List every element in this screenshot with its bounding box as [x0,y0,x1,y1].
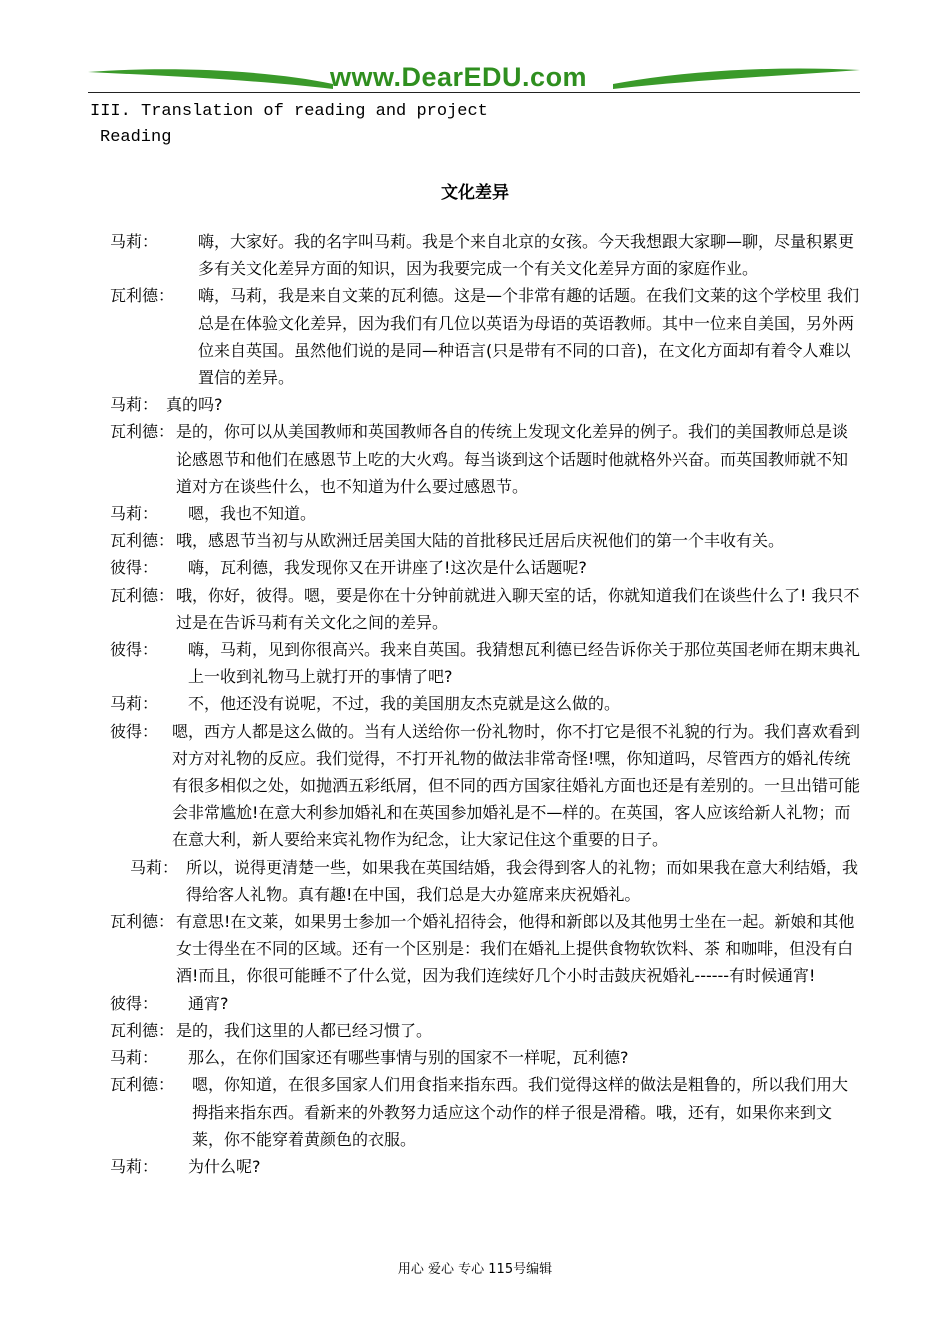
dialogue-turn [110,908,862,990]
dialogue-turn [110,1017,862,1044]
dialogue-turn [110,636,862,690]
speaker: 瓦利德： [110,286,175,306]
utterance: 通宵? [188,993,229,1013]
speaker: 瓦利德： [110,531,175,551]
utterance: 有意思!在文莱，如果男士参加一个婚礼招待会，他得和新郎以及其他男士坐在一起。新娘和其他女士得坐在不同的区域。还有一个区别是：我们在婚礼上提供食物软饮料、茶 和咖啡，但没有白酒!而且，你很可能睡不了什么觉，因为我们连续好几个小时击鼓庆祝婚礼------有时候通宵! [176,912,855,986]
dialogue-turn [110,228,862,282]
speaker: 彼得： [110,640,159,660]
dialogue-turn [110,418,862,500]
speaker: 马莉： [110,504,159,524]
page-footer: 用心 爱心 专心 115号编辑 [397,1262,553,1277]
utterance: 嗨，马莉，我是来自文莱的瓦利德。这是—个非常有趣的话题。在我们文莱的这个学校里 我们总是在体验文化差异，因为我们有几位以英语为母语的英语教师。其中一位来自美国，另外两位来自英国。虽然他们说的是同—种语言(只是带有不同的口音)，在文化方面却有着令人难以置信的差异。 [198,286,860,388]
dialogue-turn [110,1153,862,1180]
speaker: 瓦利德： [110,422,175,442]
utterance: 真的吗? [166,395,223,415]
utterance: 不，他还没有说呢，不过，我的美国朋友杰克就是这么做的。 [188,694,621,714]
utterance: 嗨，瓦利德，我发现你又在开讲座了!这次是什么话题呢? [188,558,587,578]
utterance: 是的，我们这里的人都已经习惯了。 [176,1020,433,1040]
speaker: 瓦利德： [110,1020,175,1040]
speaker: 马莉： [130,857,179,877]
dialogue [110,228,862,1180]
utterance: 所以，说得更清楚一些，如果我在英国结婚，我会得到客人的礼物；而如果我在意大利结婚，我得给客人礼物。真有趣!在中国，我们总是大办筵席来庆祝婚礼。 [186,857,859,904]
speaker: 瓦利德： [110,912,175,932]
dialogue-turn [110,554,862,581]
utterance: 嗯，你知道，在很多国家人们用食指来指东西。我们觉得这样的做法是粗鲁的，所以我们用大拇指来指东西。看新来的外教努力适应这个动作的样子很是滑稽。哦，还有，如果你来到文莱，你不能穿着黄颜色的衣服。 [192,1075,849,1149]
speaker: 彼得： [110,558,159,578]
speaker: 马莉： [110,232,159,251]
utterance: 嗨，马莉，见到你很高兴。我来自英国。我猜想瓦利德已经告诉你关于那位英国老师在期末典礼上一收到礼物马上就打开的事情了吧? [188,640,861,687]
utterance: 嗯，我也不知道。 [188,504,317,524]
utterance: 哦，感恩节当初与从欧洲迁居美国大陆的首批移民迁居后庆祝他们的第一个丰收有关。 [176,531,785,551]
dialogue-turn [110,282,862,391]
dialogue-turn [110,582,862,636]
utterance: 是的，你可以从美国教师和英国教师各自的传统上发现文化差异的例子。我们的美国教师总是谈论感恩节和他们在感恩节上吃的大火鸡。每当谈到这个话题时他就格外兴奋。而英国教师就不知道对方在谈些什么，也不知道为什么要过感恩节。 [176,422,849,496]
speaker: 马莉： [110,694,159,714]
speaker: 马莉： [110,1048,159,1068]
utterance: 为什么呢? [188,1156,261,1176]
section-title: III. Translation of reading and project [90,102,488,121]
dialogue-turn [110,1071,862,1153]
dialogue-turn [110,690,862,717]
speaker: 彼得： [110,993,159,1013]
speaker: 瓦利德： [110,585,175,605]
utterance: 嗨，大家好。我的名字叫马莉。我是个来自北京的女孩。今天我想跟大家聊—聊，尽量积累更多有关文化差异方面的知识，因为我要完成一个有关文化差异方面的家庭作业。 [198,232,855,279]
subsection-title: Reading [100,128,172,147]
site-logo: www.DearEDU.com [330,62,588,92]
header-rule [88,92,860,93]
dialogue-turn [110,718,862,854]
speaker: 马莉： [110,395,159,415]
dialogue-turn [110,990,862,1017]
utterance: 那么，在你们国家还有哪些事情与别的国家不一样呢，瓦利德? [188,1048,629,1068]
dialogue-turn [110,391,862,418]
speaker: 马莉： [110,1156,159,1176]
speaker: 彼得： [110,721,159,741]
dialogue-turn [110,527,862,554]
document-title: 文化差异 [441,183,509,203]
utterance: 嗯，西方人都是这么做的。当有人送给你一份礼物时，你不打它是很不礼貌的行为。我们喜欢看到对方对礼物的反应。我们觉得，不打开礼物的做法非常奇怪!嘿，你知道吗，尽管西方的婚礼传统有很多相似之处，如抛洒五彩纸屑，但不同的西方国家往婚礼方面也还是有差别的。一旦出错可能会非常尴尬!在意大利参加婚礼和在英国参加婚礼是不—样的。在英国，客人应该给新人礼物；而在意大利，新人要给来宾礼物作为纪念，让大家记住这个重要的日子。 [172,721,861,850]
utterance: 哦，你好，彼得。嗯，要是你在十分钟前就进入聊天室的话，你就知道我们在谈些什么了! 我只不过是在告诉马莉有关文化之间的差异。 [176,585,860,632]
speaker: 瓦利德： [110,1075,175,1095]
dialogue-turn [110,1044,862,1071]
dialogue-turn [110,854,862,908]
dialogue-turn [110,500,862,527]
